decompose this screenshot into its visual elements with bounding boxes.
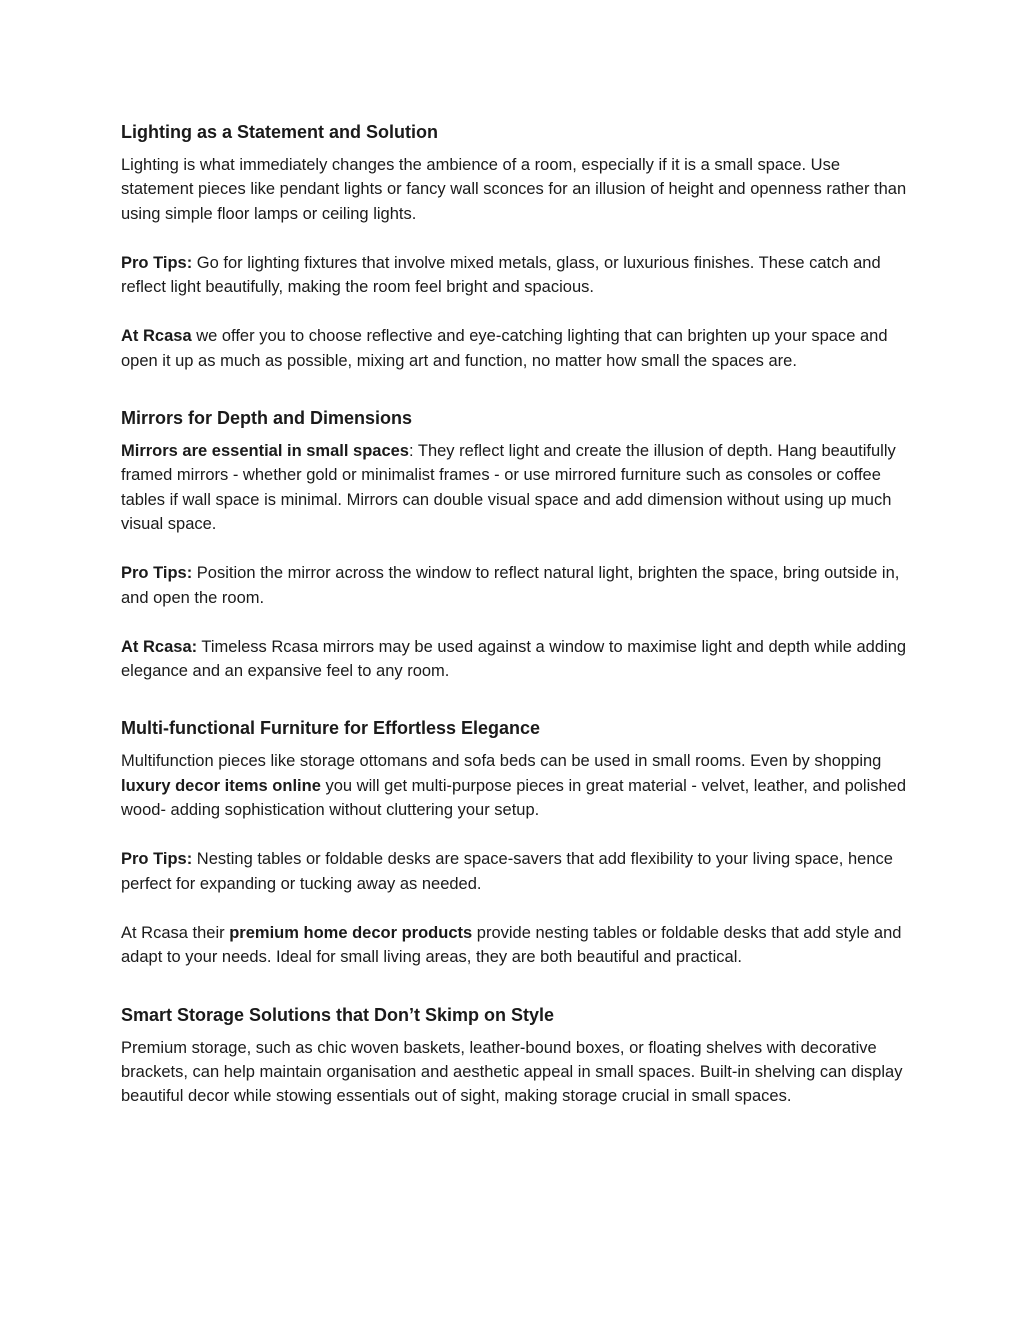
pro-tips-paragraph: Pro Tips: Position the mirror across the window to reflect natural light, brighten the space, bring outside in, and open the room. bbox=[121, 564, 900, 607]
rcasa-paragraph: At Rcasa we offer you to choose reflective and eye-catching lighting that can brighten up your space and open it up as much as possible, mixing art and function, no matter how small the spaces are. bbox=[121, 327, 888, 370]
pro-tips-label: Pro Tips: bbox=[121, 850, 193, 869]
body-paragraph: Lighting is what immediately changes the ambience of a room, especially if it is a small space. Use statement pieces like pendant lights or fancy wall sconces for an illusion of height and openness rather than using simple floor lamps or ceiling lights. bbox=[121, 156, 907, 223]
section-mirrors bbox=[121, 405, 911, 683]
section-storage bbox=[121, 1002, 911, 1109]
mirrors-lead: Mirrors are essential in small spaces bbox=[121, 442, 409, 461]
body-paragraph: Premium storage, such as chic woven baskets, leather-bound boxes, or floating shelves with decorative brackets, can help maintain organisation and aesthetic appeal in small spaces. Built-in shelving can display beautiful decor while stowing essentials out of sight, making storage crucial in small spaces. bbox=[121, 1038, 903, 1106]
section-heading: Mirrors for Depth and Dimensions bbox=[121, 408, 413, 429]
section-heading: Multi-functional Furniture for Effortless Elegance bbox=[121, 718, 541, 739]
body-paragraph: Mirrors are essential in small spaces: They reflect light and create the illusion of depth. Hang beautifully framed mirrors - whether gold or minimalist frames - or use mirrored furniture such as consoles or coffee tables if wall space is minimal. Mirrors can double visual space and add dimension without using up much visual space. bbox=[121, 442, 896, 533]
pro-tips-paragraph: Pro Tips: Go for lighting fixtures that involve mixed metals, glass, or luxurious finishes. These catch and reflect light beautifully, making the room feel bright and spacious. bbox=[121, 253, 881, 297]
section-furniture bbox=[121, 715, 911, 969]
section-heading: Lighting as a Statement and Solution bbox=[121, 122, 439, 142]
section-lighting bbox=[121, 119, 911, 373]
premium-decor-link-text: premium home decor products bbox=[229, 923, 473, 942]
rcasa-paragraph: At Rcasa: Timeless Rcasa mirrors may be used against a window to maximise light and depth while adding elegance and an expansive feel to any room. bbox=[121, 637, 907, 681]
body-paragraph: Multifunction pieces like storage ottomans and sofa beds can be used in small rooms. Even by shopping luxury decor items online you will get multi-purpose pieces in great material - velvet, leather, and polished wood- adding sophistication without cluttering your setup. bbox=[121, 752, 907, 820]
document-page bbox=[121, 119, 911, 1108]
rcasa-label: At Rcasa bbox=[121, 327, 192, 346]
rcasa-label: At Rcasa: bbox=[121, 637, 198, 656]
pro-tips-label: Pro Tips: bbox=[121, 253, 193, 272]
luxury-decor-link-text: luxury decor items online bbox=[121, 776, 321, 795]
section-heading: Smart Storage Solutions that Don’t Skimp on Style bbox=[121, 1004, 555, 1025]
pro-tips-paragraph: Pro Tips: Nesting tables or foldable desks are space-savers that add flexibility to your living space, hence perfect for expanding or tucking away as needed. bbox=[121, 850, 893, 893]
rcasa-paragraph: At Rcasa their premium home decor products provide nesting tables or foldable desks that add style and adapt to your needs. Ideal for small living areas, they are both beautiful and practical. bbox=[121, 923, 902, 967]
pro-tips-label: Pro Tips: bbox=[121, 564, 193, 583]
